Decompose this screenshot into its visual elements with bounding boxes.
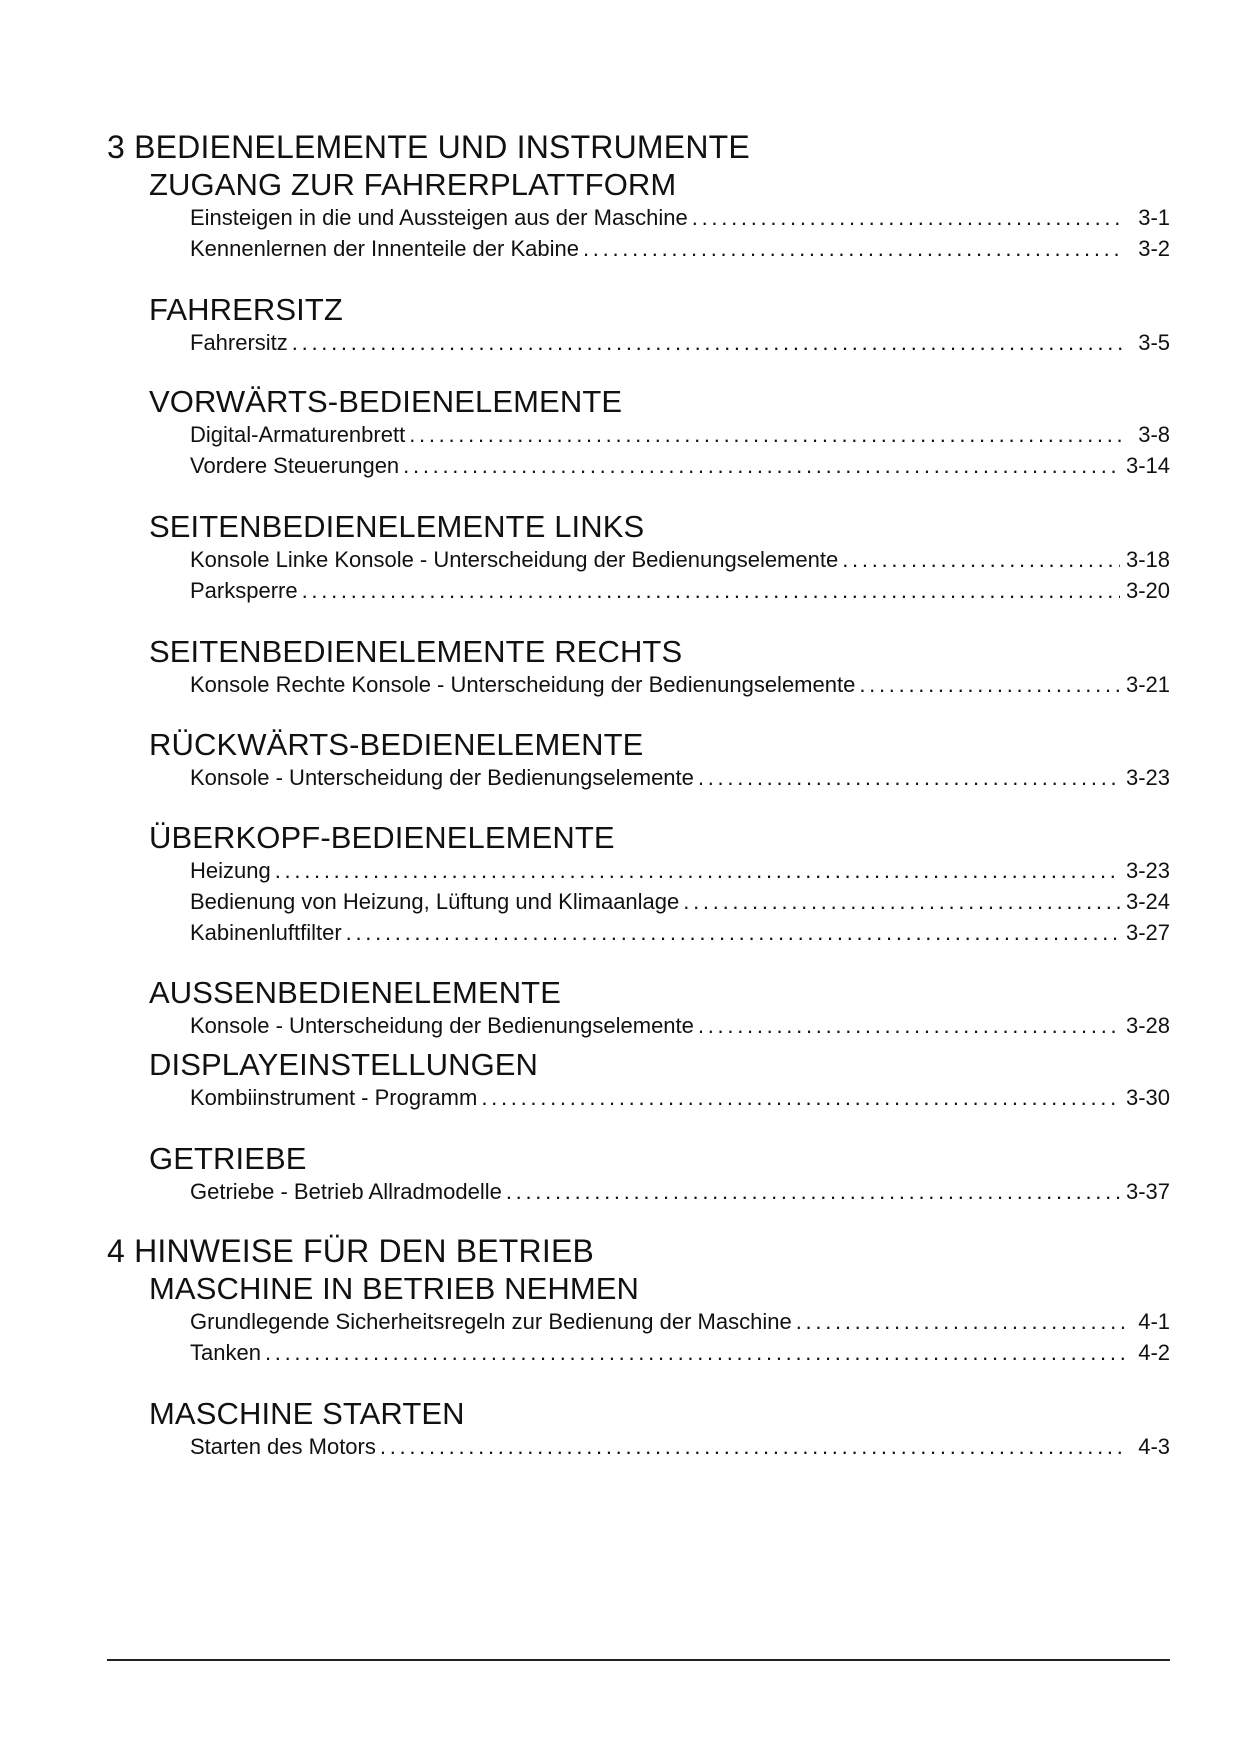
entry-page-number: 3-37 [1125,1179,1170,1204]
entry-label: Kennenlernen der Innenteile der Kabine [190,236,579,261]
dot-leader [292,327,1124,358]
entry-page-number: 4-1 [1138,1309,1170,1334]
dot-leader [698,762,1120,793]
toc-section [149,1142,1170,1207]
dot-leader [583,233,1124,264]
toc-entry[interactable] [190,1431,1170,1462]
dot-leader [265,1337,1124,1368]
toc-entry[interactable] [190,855,1170,886]
toc-entry[interactable] [190,327,1170,358]
dot-leader [796,1306,1124,1337]
entry-label: Tanken [190,1340,261,1365]
dot-leader [275,855,1120,886]
toc-entry[interactable] [190,419,1170,450]
toc-entry[interactable] [190,575,1170,606]
entry-label: Kabinenluftfilter [190,920,342,945]
entry-label: Digital-Armaturenbrett [190,422,406,447]
toc-entry[interactable] [190,762,1170,793]
entry-label: Konsole - Unterscheidung der Bedienungselemente [190,765,694,790]
entry-label: Parksperre [190,578,298,603]
chapter-4 [107,1232,1170,1462]
entry-label: Konsole Rechte Konsole - Unterscheidung der Bedienungselemente [190,672,856,697]
entry-label: Einsteigen in die und Aussteigen aus der Maschine [190,205,688,230]
dot-leader [859,669,1120,700]
footer-divider [107,1659,1170,1661]
section-title: ZUGANG ZUR FAHRERPLATTFORM [149,167,677,202]
section-title: FAHRERSITZ [149,292,343,327]
toc-entry[interactable] [190,202,1170,233]
toc-entry[interactable] [190,1337,1170,1368]
toc-entry[interactable] [190,669,1170,700]
section-title: SEITENBEDIENELEMENTE LINKS [149,509,645,544]
chapter-title: 4 HINWEISE FÜR DEN BETRIEB [107,1233,595,1269]
entry-label: Konsole - Unterscheidung der Bedienungselemente [190,1013,694,1038]
entry-label: Konsole Linke Konsole - Unterscheidung der Bedienungselemente [190,547,839,572]
dot-leader [683,886,1120,917]
entry-label: Heizung [190,858,271,883]
section-title: SEITENBEDIENELEMENTE RECHTS [149,634,683,669]
toc-section [149,635,1170,700]
dot-leader [380,1431,1124,1462]
toc-entry[interactable] [190,1082,1170,1113]
toc-section [149,293,1170,358]
toc-entry[interactable] [190,886,1170,917]
entry-label: Vordere Steuerungen [190,453,400,478]
entry-page-number: 3-30 [1125,1085,1170,1110]
section-title: VORWÄRTS-BEDIENELEMENTE [149,384,623,419]
entry-label: Grundlegende Sicherheitsregeln zur Bedienung der Maschine [190,1309,792,1334]
entry-label: Bedienung von Heizung, Lüftung und Klimaanlage [190,889,680,914]
section-title: MASCHINE IN BETRIEB NEHMEN [149,1271,640,1306]
toc-section [149,510,1170,606]
toc-entry[interactable] [190,233,1170,264]
entry-page-number: 3-8 [1138,422,1170,447]
dot-leader [302,575,1120,606]
dot-leader [346,917,1120,948]
entry-page-number: 3-28 [1125,1013,1170,1038]
entry-label: Getriebe - Betrieb Allradmodelle [190,1179,502,1204]
dot-leader [409,419,1124,450]
entry-page-number: 4-3 [1138,1434,1170,1459]
dot-leader [842,544,1120,575]
toc-section [149,1397,1170,1462]
section-title: ÜBERKOPF-BEDIENELEMENTE [149,820,615,855]
entry-page-number: 4-2 [1138,1340,1170,1365]
section-title: DISPLAYEINSTELLUNGEN [149,1047,539,1082]
entry-page-number: 3-21 [1125,672,1170,697]
toc-entry[interactable] [190,450,1170,481]
toc-entry[interactable] [190,1176,1170,1207]
entry-page-number: 3-14 [1125,453,1170,478]
toc-entry[interactable] [190,544,1170,575]
entry-label: Kombiinstrument - Programm [190,1085,478,1110]
toc-entry[interactable] [190,1010,1170,1041]
section-title: RÜCKWÄRTS-BEDIENELEMENTE [149,727,644,762]
section-title: MASCHINE STARTEN [149,1396,465,1431]
entry-page-number: 3-24 [1125,889,1170,914]
entry-page-number: 3-23 [1125,765,1170,790]
entry-page-number: 3-27 [1125,920,1170,945]
entry-page-number: 3-20 [1125,578,1170,603]
chapter-title: 3 BEDIENELEMENTE UND INSTRUMENTE [107,129,750,165]
entry-page-number: 3-23 [1125,858,1170,883]
toc-entry[interactable] [190,1306,1170,1337]
toc-entry[interactable] [190,917,1170,948]
toc-section [149,385,1170,481]
entry-page-number: 3-18 [1125,547,1170,572]
dot-leader [403,450,1120,481]
toc-section [149,1048,1170,1113]
entry-page-number: 3-5 [1138,330,1170,355]
entry-page-number: 3-2 [1138,236,1170,261]
dot-leader [481,1082,1120,1113]
entry-label: Starten des Motors [190,1434,376,1459]
toc-section [149,168,1170,264]
toc-section [149,821,1170,948]
section-title: AUSSENBEDIENELEMENTE [149,975,561,1010]
table-of-contents [107,128,1170,1462]
entry-label: Fahrersitz [190,330,288,355]
dot-leader [692,202,1124,233]
entry-page-number: 3-1 [1138,205,1170,230]
toc-section [149,1272,1170,1368]
dot-leader [698,1010,1120,1041]
chapter-3 [107,128,1170,1207]
dot-leader [506,1176,1120,1207]
toc-section [149,976,1170,1041]
section-title: GETRIEBE [149,1141,307,1176]
toc-section [149,728,1170,793]
